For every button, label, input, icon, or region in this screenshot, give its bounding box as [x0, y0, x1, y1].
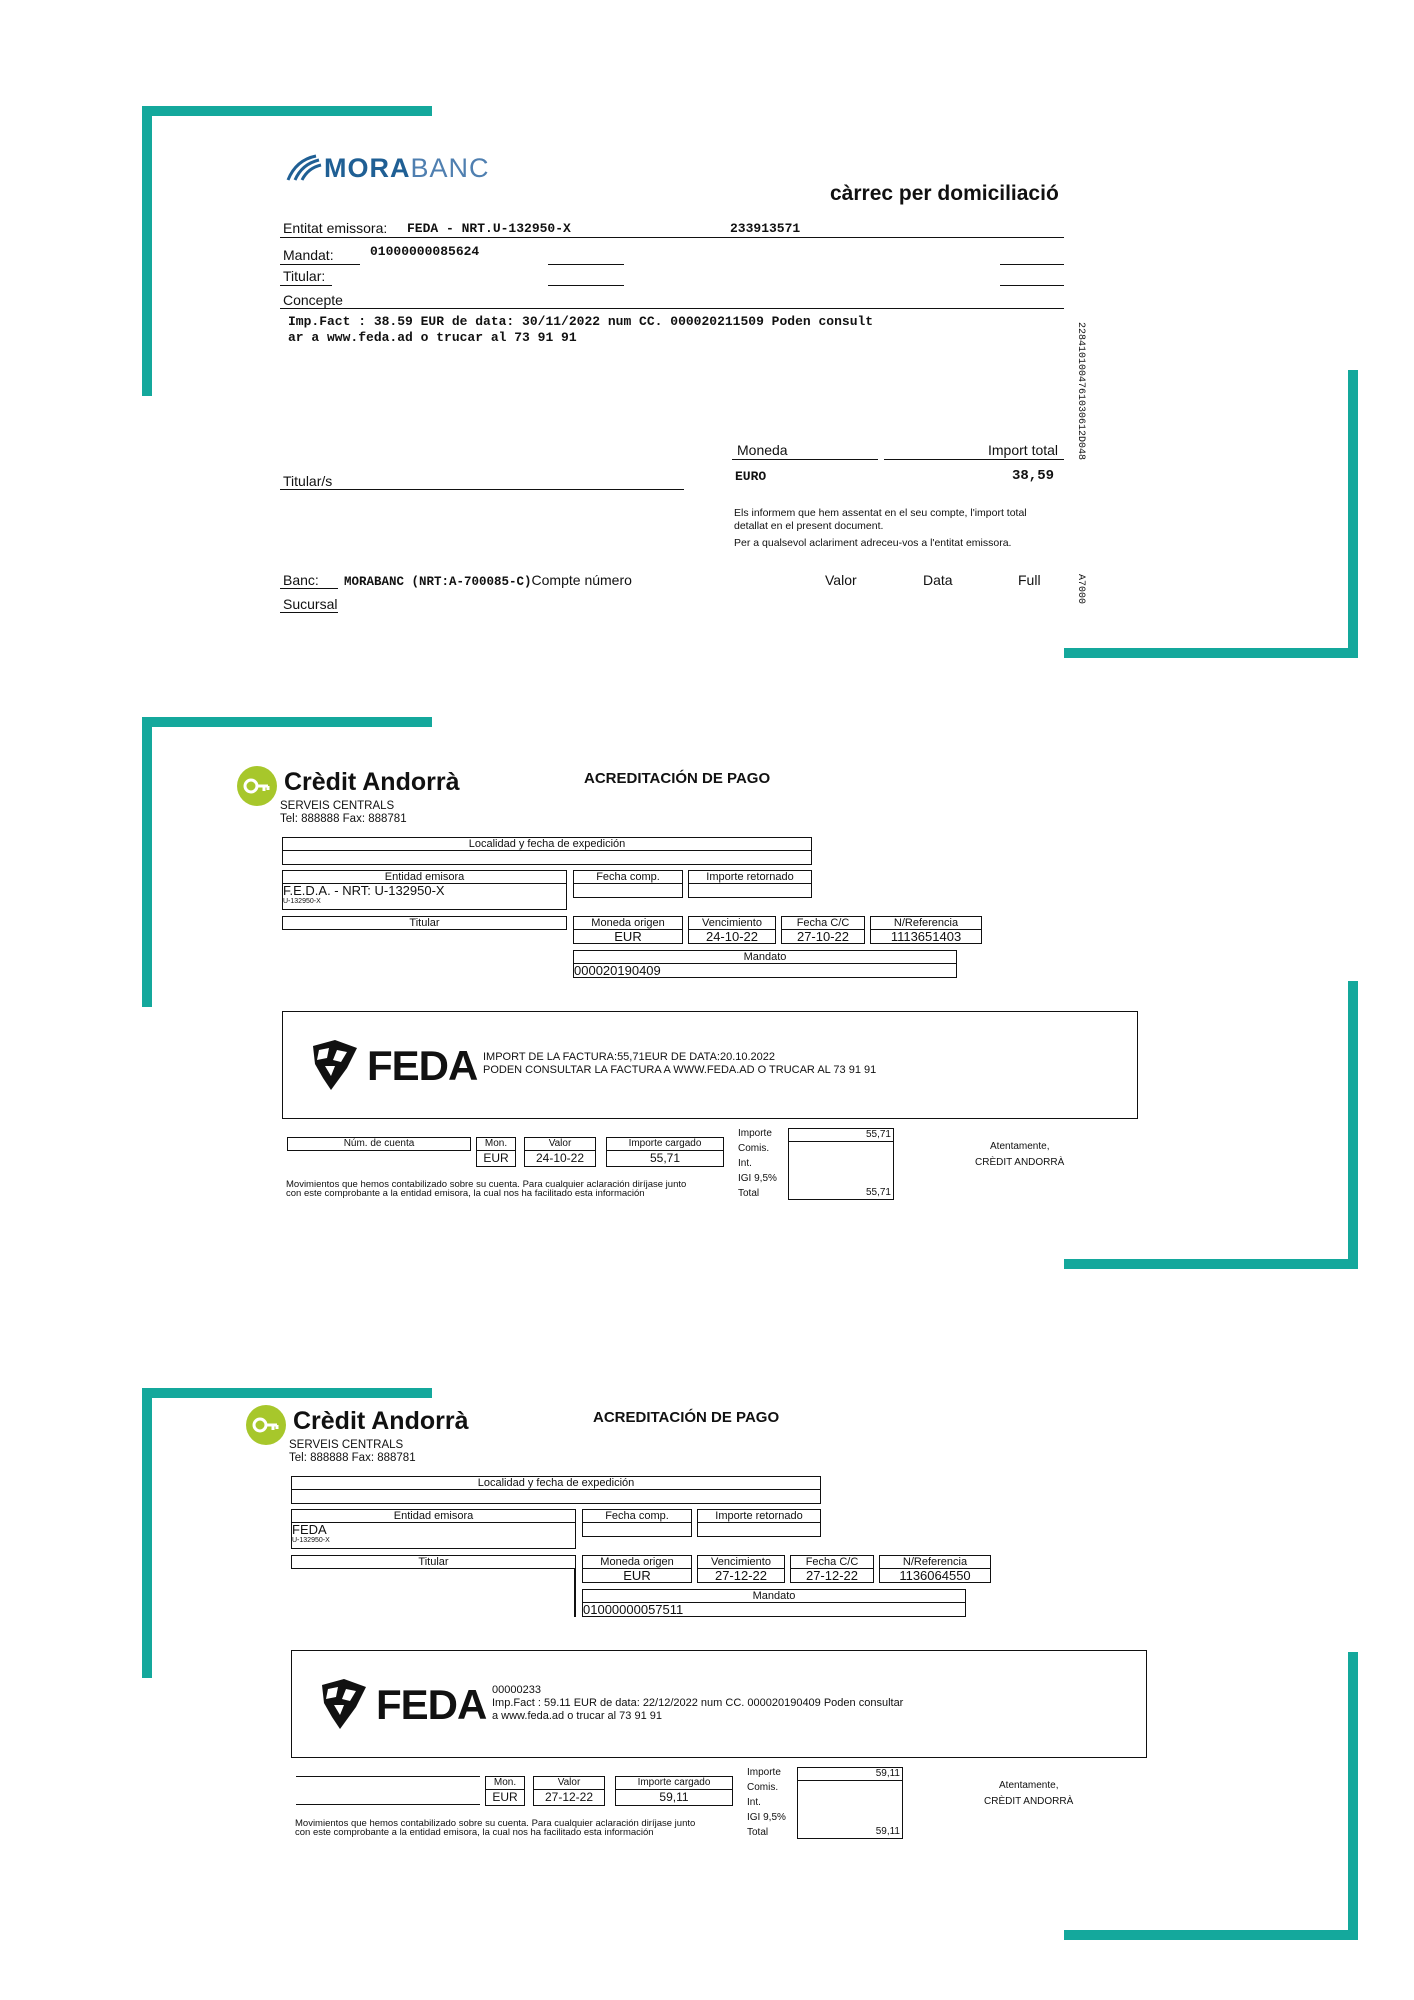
side-code: 2284101004761030612D048 [1075, 322, 1086, 461]
int-label: Int. [747, 1797, 761, 1808]
feda-logo-text: FEDA [376, 1681, 487, 1728]
vencimiento-value: 24-10-22 [705, 929, 759, 944]
moneda-origen-box [582, 1555, 692, 1583]
atentamente: Atentamente, [990, 1141, 1050, 1152]
full-label: Full [1018, 572, 1041, 588]
feda-logo-text: FEDA [367, 1042, 478, 1089]
entitat-label: Entitat emissora: [283, 220, 388, 236]
nref-box [879, 1555, 991, 1583]
entitat-number: 233913571 [730, 221, 801, 236]
total-value: 55,71 [865, 1187, 891, 1198]
credit-title: ACREDITACIÓN DE PAGO [593, 1409, 780, 1426]
info-line-1: Els informem que hem assentat en el seu compte, l'import total [734, 507, 1027, 519]
mon-box [485, 1776, 525, 1806]
valor-value: 27-12-22 [544, 1790, 594, 1804]
fecha-cc-value: 27-10-22 [796, 929, 850, 944]
importe-value: 59,11 [798, 1768, 902, 1781]
moneda-origen-label: Moneda origen [583, 1556, 691, 1569]
mov-line-2: con este comprobante a la entidad emisora, la cual nos ha facilitado esta información [286, 1188, 645, 1199]
info-line-3: Per a qualsevol aclariment adreceu-vos a l'entitat emissora. [734, 537, 1012, 549]
entidad-small: U-132950-X [283, 898, 321, 905]
morabanc-logo-bold: MORA [324, 152, 411, 183]
doc-title: càrrec per domiciliació [830, 182, 1059, 205]
valor-label: Valor [534, 1777, 604, 1790]
fecha-comp-label: Fecha comp. [583, 1510, 691, 1523]
mandato-label: Mandato [574, 951, 956, 964]
vencimiento-box [697, 1555, 785, 1583]
fecha-comp-label: Fecha comp. [574, 871, 682, 884]
nref-value: 1113651403 [890, 929, 962, 944]
entidad-small: U-132950-X [292, 1537, 330, 1544]
valor-label: Valor [825, 572, 857, 588]
atentamente: Atentamente, [999, 1780, 1059, 1791]
entitat-value: FEDA - NRT.U-132950-X [407, 221, 571, 236]
feda-line-2: PODEN CONSULTAR LA FACTURA A WWW.FEDA.AD O TRUCAR AL 73 91 91 [483, 1064, 877, 1076]
nref-label: N/Referencia [871, 917, 981, 930]
importe-value: 55,71 [789, 1129, 893, 1142]
entidad-value: FEDA [292, 1522, 327, 1537]
mon-label: Mon. [477, 1138, 515, 1151]
moneda-value: EURO [735, 469, 767, 484]
vencimiento-label: Vencimiento [689, 917, 775, 930]
total-label: Total [747, 1827, 769, 1838]
titular-bracket [574, 1569, 576, 1617]
mon-label: Mon. [486, 1777, 524, 1790]
data-label: Data [923, 572, 953, 588]
concepte-label: Concepte [283, 292, 343, 308]
feda-logo-icon [320, 1679, 368, 1731]
nref-label: N/Referencia [880, 1556, 990, 1569]
totals-box [797, 1767, 903, 1839]
credit-logo-badge [246, 1405, 286, 1445]
int-label: Int. [738, 1158, 752, 1169]
titular-label: Titular [418, 1556, 449, 1568]
entidad-value: F.E.D.A. - NRT: U-132950-X [283, 883, 445, 898]
concepte-line-2: ar a www.feda.ad o trucar al 73 91 91 [288, 330, 577, 345]
importe-label: Importe [747, 1767, 781, 1778]
key-icon [246, 1405, 286, 1445]
moneda-origen-label: Moneda origen [574, 917, 682, 930]
import-total-label: Import total [988, 442, 1059, 458]
credit-receipt-2 [9, 639, 1409, 1939]
credit-title: ACREDITACIÓN DE PAGO [584, 770, 771, 787]
feda-line-1: Imp.Fact : 59.11 EUR de data: 22/12/2022 num CC. 000020190409 Poden consultar [492, 1697, 904, 1709]
fecha-cc-label: Fecha C/C [791, 1556, 873, 1569]
banc-label: Banc: [283, 572, 319, 588]
vencimiento-value: 27-12-22 [714, 1568, 768, 1583]
import-total-value: 38,59 [1012, 468, 1055, 484]
titulars-label: Titular/s [283, 473, 333, 489]
sucursal-label: Sucursal [283, 596, 338, 612]
valor-value: 24-10-22 [535, 1151, 585, 1165]
localidad-label: Localidad y fecha de expedición [292, 1477, 820, 1490]
igi-label: IGI 9,5% [738, 1173, 777, 1184]
importe-retornado-box [697, 1509, 821, 1537]
vencimiento-label: Vencimiento [698, 1556, 784, 1569]
banc-value: MORABANC (NRT:A-700085-C) [344, 575, 532, 589]
mov-line-2: con este comprobante a la entidad emisora, la cual nos ha facilitado esta información [295, 1827, 654, 1838]
credit-bank-name: Crèdit Andorrà [293, 1407, 469, 1435]
mandato-label: Mandato [583, 1590, 965, 1603]
entidad-box [291, 1509, 576, 1549]
importe-label: Importe [738, 1128, 772, 1139]
mov-line-1: Movimientos que hemos contabilizado sobre su cuenta. Para cualquier aclaración diríjase junto [286, 1179, 687, 1190]
fecha-cc-label: Fecha C/C [782, 917, 864, 930]
serveis-centrals: SERVEIS CENTRALS [280, 800, 395, 812]
info-line-2: detallat en el present document. [734, 520, 884, 532]
localidad-box [291, 1476, 821, 1504]
valor-box [533, 1776, 605, 1806]
credit-bank-name: Crèdit Andorrà [284, 768, 460, 796]
fecha-cc-value: 27-12-22 [805, 1568, 859, 1583]
titular-box [291, 1555, 576, 1569]
mon-value: EUR [483, 1151, 509, 1165]
nref-value: 1136064550 [899, 1568, 971, 1583]
credit-signature: CRÈDIT ANDORRÀ [984, 1796, 1074, 1807]
feda-line-0: 00000233 [492, 1684, 541, 1696]
importe-cargado-label: Importe cargado [616, 1777, 732, 1790]
serveis-centrals: SERVEIS CENTRALS [289, 1439, 404, 1451]
feda-line-2: a www.feda.ad o trucar al 73 91 91 [492, 1710, 662, 1722]
entidad-label: Entidad emisora [292, 1510, 575, 1523]
titular-label: Titular: [283, 268, 326, 284]
compte-label: Compte número [531, 572, 632, 588]
mandato-value: 01000000057511 [583, 1602, 684, 1617]
feda-box [291, 1650, 1147, 1758]
importe-cargado-label: Importe cargado [607, 1138, 723, 1151]
num-cuenta-rule [296, 1776, 480, 1777]
mon-value: EUR [492, 1790, 518, 1804]
total-label: Total [738, 1188, 760, 1199]
importe-retornado-label: Importe retornado [689, 871, 811, 884]
concepte-line-1: Imp.Fact : 38.59 EUR de data: 30/11/2022 num CC. 000020211509 Poden consult [288, 314, 874, 329]
total-value: 59,11 [875, 1826, 900, 1837]
importe-cargado-value: 55,71 [649, 1151, 681, 1165]
importe-cargado-value: 59,11 [659, 1790, 689, 1804]
valor-label: Valor [525, 1138, 595, 1151]
moneda-origen-value: EUR [623, 1568, 651, 1583]
num-cuenta-label: Núm. de cuenta [343, 1138, 415, 1149]
side-code-2: A7000 [1075, 574, 1086, 605]
mandat-value: 01000000085624 [370, 244, 480, 259]
mandat-label: Mandat: [283, 247, 334, 263]
num-cuenta-rule-bottom [296, 1804, 480, 1805]
moneda-origen-value: EUR [614, 929, 642, 944]
igi-label: IGI 9,5% [747, 1812, 786, 1823]
comis-label: Comis. [738, 1143, 770, 1154]
moneda-label: Moneda [737, 442, 788, 458]
tel-fax: Tel: 888888 Fax: 888781 [280, 813, 407, 825]
credit-signature: CRÈDIT ANDORRÀ [975, 1157, 1065, 1168]
mandato-box [582, 1589, 966, 1617]
titular-label: Titular [409, 917, 440, 929]
tel-fax: Tel: 888888 Fax: 888781 [289, 1452, 416, 1464]
feda-line-1: IMPORT DE LA FACTURA:55,71EUR DE DATA:20.10.2022 [483, 1051, 776, 1063]
comis-label: Comis. [747, 1782, 779, 1793]
entidad-label: Entidad emisora [283, 871, 566, 884]
mov-line-1: Movimientos que hemos contabilizado sobre su cuenta. Para cualquier aclaración diríjase junto [295, 1818, 696, 1829]
fecha-comp-box [582, 1509, 692, 1537]
fecha-cc-box [790, 1555, 874, 1583]
importe-retornado-label: Importe retornado [698, 1510, 820, 1523]
localidad-label: Localidad y fecha de expedición [283, 838, 811, 851]
mandato-value: 000020190409 [574, 963, 661, 978]
morabanc-logo-light: BANC [410, 152, 490, 183]
importe-cargado-box [615, 1776, 733, 1806]
